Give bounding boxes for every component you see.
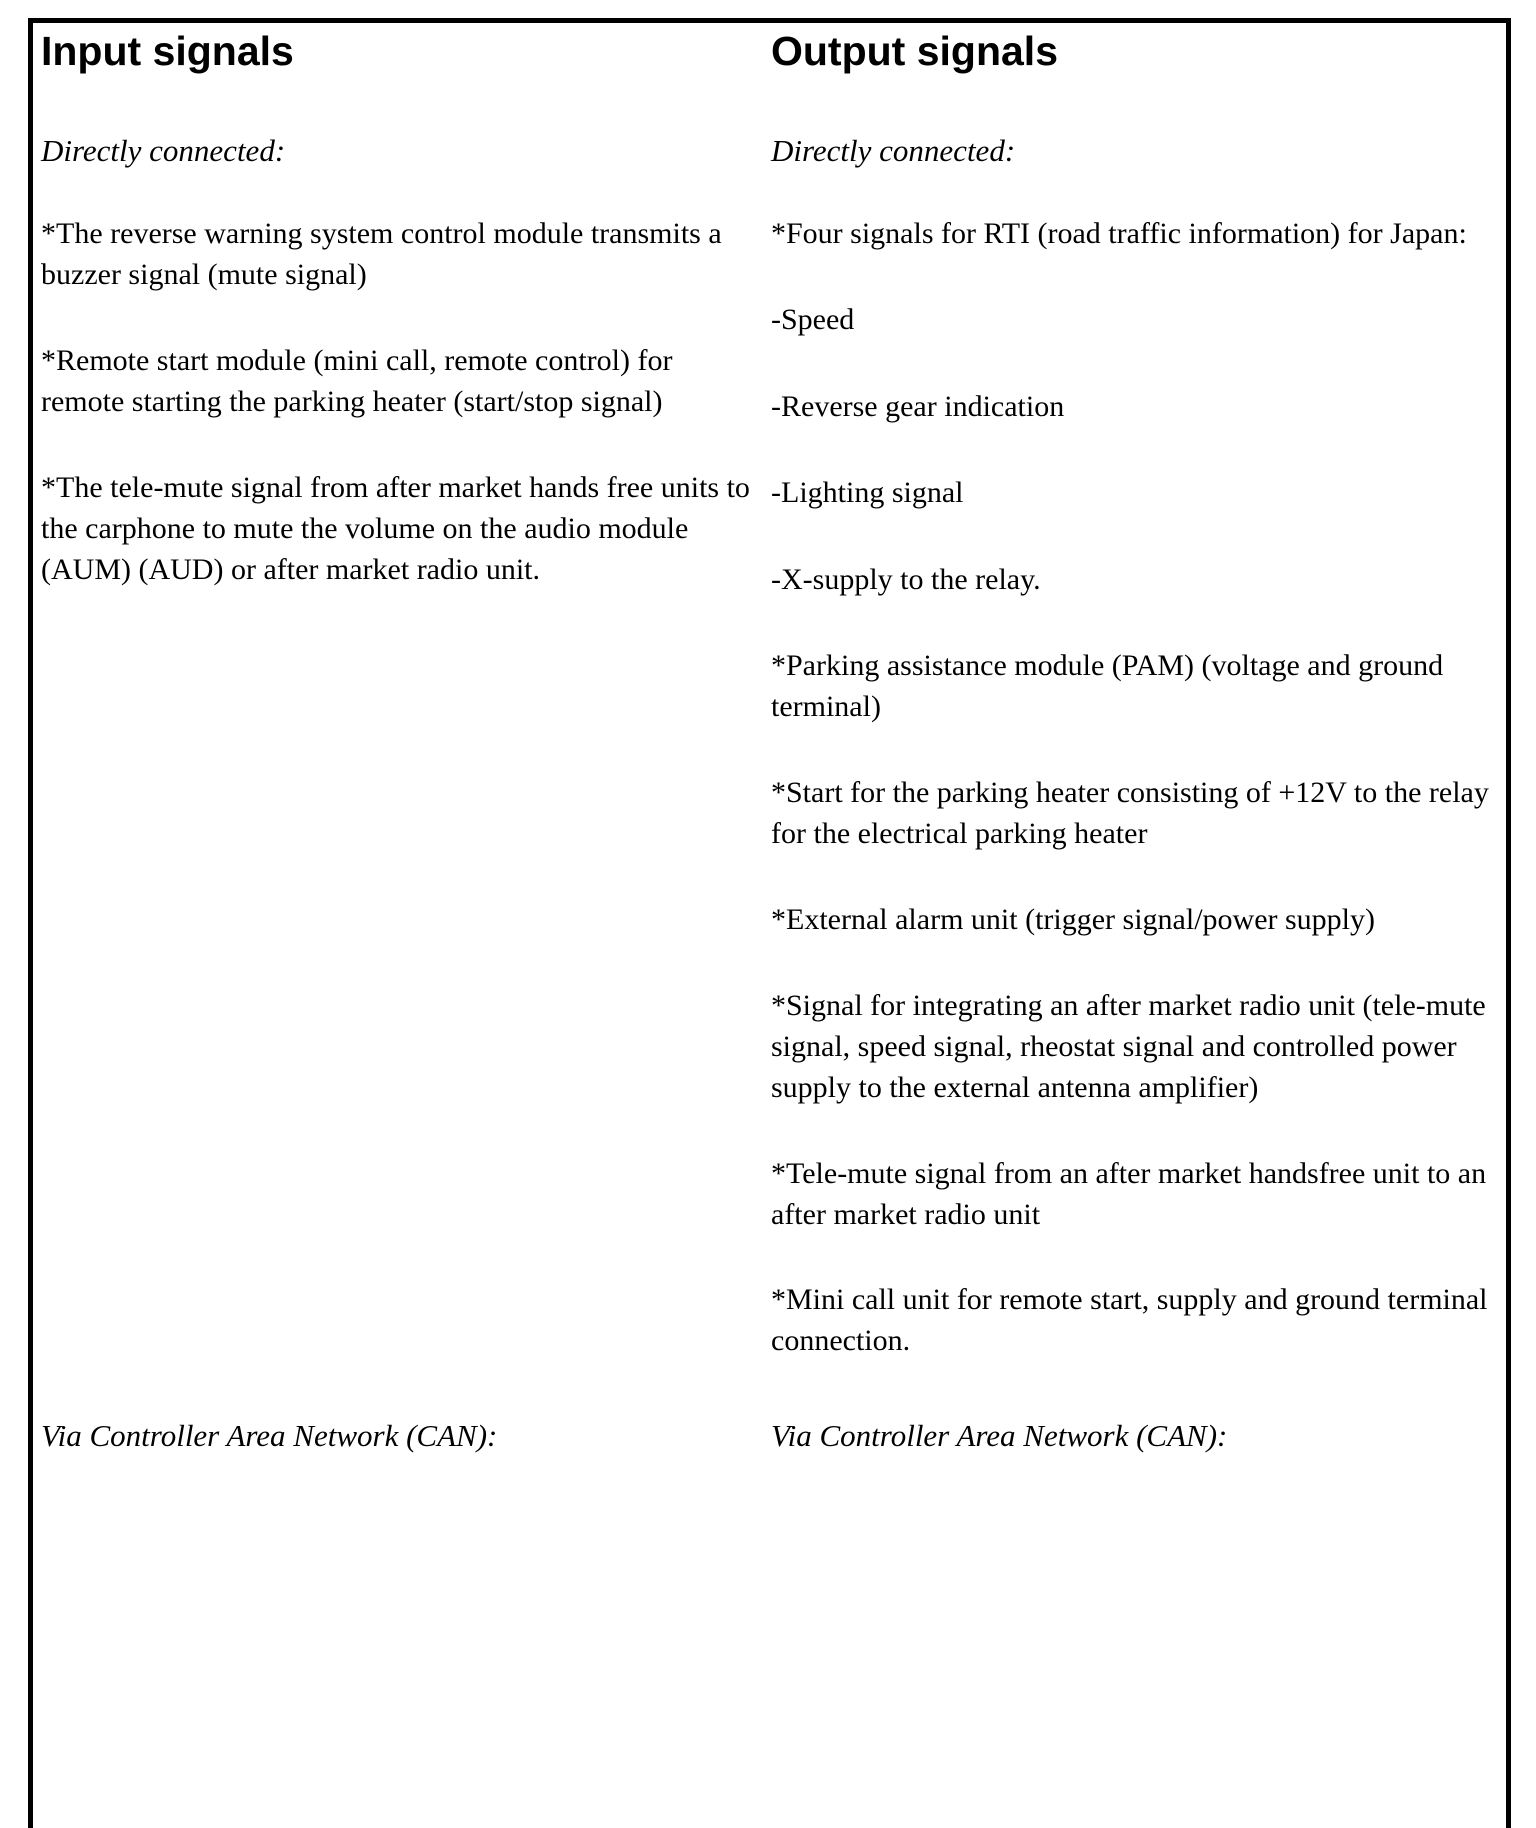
output-item: *Start for the parking heater consisting of +12V to the relay for the electrical parking heater <box>771 776 1489 850</box>
signals-frame <box>28 18 1511 1828</box>
output-item: *Signal for integrating an after market radio unit (tele-mute signal, speed signal, rheostat signal and controlled power supply to the external antenna amplifier) <box>771 989 1486 1104</box>
output-item: *Tele-mute signal from an after market handsfree unit to an after market radio unit <box>771 1157 1487 1231</box>
output-item: -Speed <box>771 303 855 336</box>
input-item: *The reverse warning system control module transmits a buzzer signal (mute signal) <box>41 217 722 291</box>
output-item: -X-supply to the relay. <box>771 563 1041 596</box>
input-direct-label: Directly connected: <box>41 133 286 168</box>
input-signals-heading: Input signals <box>41 28 294 74</box>
output-can-label: Via Controller Area Network (CAN): <box>771 1418 1228 1453</box>
output-direct-label: Directly connected: <box>771 133 1016 168</box>
output-item: *Mini call unit for remote start, supply and ground terminal connection. <box>771 1283 1488 1357</box>
output-item: *Four signals for RTI (road traffic information) for Japan: <box>771 217 1467 250</box>
output-item: *Parking assistance module (PAM) (voltage and ground terminal) <box>771 649 1444 723</box>
output-item: *External alarm unit (trigger signal/power supply) <box>771 903 1375 936</box>
output-item: -Reverse gear indication <box>771 390 1065 423</box>
input-item: *Remote start module (mini call, remote control) for remote starting the parking heater (start/stop signal) <box>41 344 673 418</box>
output-signals-heading: Output signals <box>771 28 1058 74</box>
input-can-label: Via Controller Area Network (CAN): <box>41 1418 498 1453</box>
input-item: *The tele-mute signal from after market hands free units to the carphone to mute the volume on the audio module (AUM) (AUD) or after market radio unit. <box>41 471 750 586</box>
output-item: -Lighting signal <box>771 476 964 509</box>
